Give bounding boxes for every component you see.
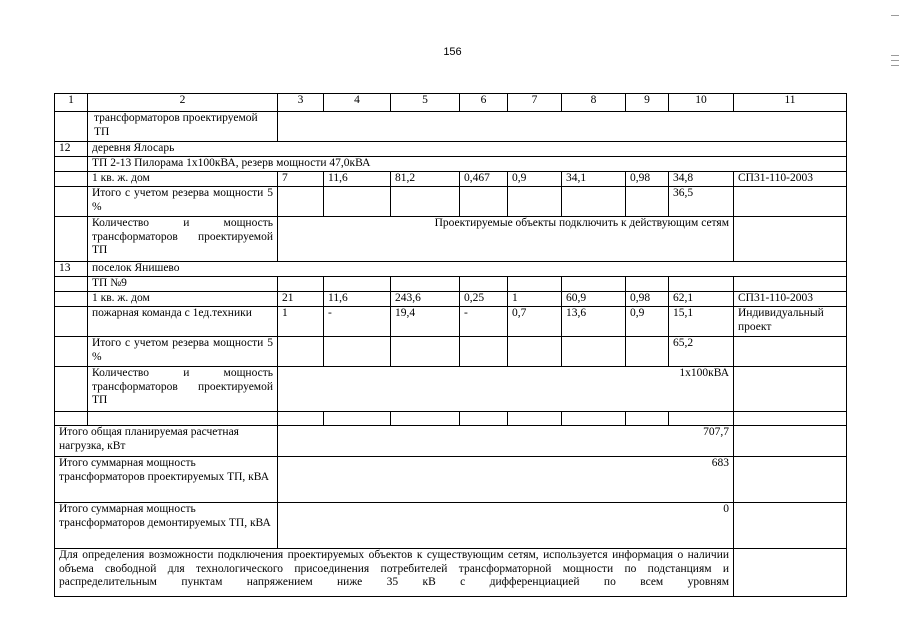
edge-mark — [891, 60, 899, 61]
header-cell: 5 — [391, 94, 460, 112]
section-number: 12 — [55, 142, 88, 157]
table-cell: 0,98 — [626, 172, 669, 187]
substation-title: ТП №9 — [88, 277, 278, 292]
header-cell: 8 — [562, 94, 626, 112]
header-cell: 6 — [460, 94, 508, 112]
table-cell — [460, 337, 508, 367]
table-cell: 11,6 — [324, 172, 391, 187]
table-cell — [626, 277, 669, 292]
table-cell — [278, 412, 324, 426]
header-cell: 4 — [324, 94, 391, 112]
table-row — [55, 307, 847, 337]
section-row — [55, 142, 847, 157]
summary-value: 683 — [278, 457, 734, 503]
edge-mark — [891, 55, 899, 56]
summary-value: 0 — [278, 503, 734, 549]
table-cell — [278, 337, 324, 367]
edge-mark — [891, 15, 899, 16]
table-cell — [734, 426, 847, 457]
table-cell — [734, 457, 847, 503]
row-label: Количество и мощность трансформаторов проектируемой ТП — [88, 217, 278, 262]
table-cell — [55, 337, 88, 367]
table-cell — [55, 157, 88, 172]
table-cell — [278, 187, 324, 217]
table-cell: 0,9 — [508, 172, 562, 187]
page-number: 156 — [443, 46, 462, 58]
table-cell — [55, 217, 88, 262]
table-cell: 34,1 — [562, 172, 626, 187]
table-cell — [508, 277, 562, 292]
header-cell: 10 — [669, 94, 734, 112]
table-cell — [508, 187, 562, 217]
table-cell: 81,2 — [391, 172, 460, 187]
table-cell: 1 — [508, 292, 562, 307]
header-cell: 1 — [55, 94, 88, 112]
table-cell — [460, 412, 508, 426]
table-cell — [734, 367, 847, 412]
table-cell — [55, 277, 88, 292]
table-cell: 7 — [278, 172, 324, 187]
substation-row — [55, 157, 847, 172]
table-row — [55, 337, 847, 367]
table-cell: Индивидуальный проект — [734, 307, 847, 337]
table-cell — [669, 412, 734, 426]
table-cell — [734, 412, 847, 426]
table-cell — [324, 337, 391, 367]
footnote-text: Для определения возможности подключения проектируемых объектов к существующим сетям, используется информация о наличии объема свободной для технологического присоединения потребителей трансформаторной мощности по подстанциям и распределительным пунктам напряжением ниже 35 кВ с дифференциацией по всем уровням — [55, 549, 734, 597]
row-label: 1 кв. ж. дом — [88, 292, 278, 307]
substation-title: ТП 2-13 Пилорама 1х100кВА, резерв мощности 47,0кВА — [88, 157, 847, 172]
table-cell: СП31-110-2003 — [734, 292, 847, 307]
table-cell — [55, 187, 88, 217]
table-cell: СП31-110-2003 — [734, 172, 847, 187]
table-cell — [391, 412, 460, 426]
header-row — [55, 94, 847, 112]
row-label: Итого с учетом резерва мощности 5 % — [88, 187, 278, 217]
summary-label: Итого суммарная мощность трансформаторов проектируемых ТП, кВА — [55, 457, 278, 503]
header-cell: 3 — [278, 94, 324, 112]
table-cell: 0,25 — [460, 292, 508, 307]
table-row — [55, 367, 847, 412]
table-cell — [562, 412, 626, 426]
header-cell: 11 — [734, 94, 847, 112]
table-row — [55, 217, 847, 262]
table-row — [55, 172, 847, 187]
table-cell: 36,5 — [669, 187, 734, 217]
table-row — [55, 292, 847, 307]
table-cell: 0,9 — [626, 307, 669, 337]
table-cell — [734, 217, 847, 262]
table-cell: 0,7 — [508, 307, 562, 337]
table-cell: 34,8 — [669, 172, 734, 187]
table-cell — [88, 412, 278, 426]
table-cell — [734, 277, 847, 292]
table-cell — [55, 292, 88, 307]
table-cell — [562, 337, 626, 367]
table-cell — [626, 337, 669, 367]
row-label: пожарная команда с 1ед.техники — [88, 307, 278, 337]
table-cell: - — [460, 307, 508, 337]
table-cell — [734, 503, 847, 549]
table-cell — [734, 187, 847, 217]
substation-row — [55, 277, 847, 292]
section-number: 13 — [55, 262, 88, 277]
table-cell — [508, 337, 562, 367]
table-cell: 19,4 — [391, 307, 460, 337]
table-row — [55, 412, 847, 426]
summary-label: Итого общая планируемая расчетная нагрузка, кВт — [55, 426, 278, 457]
row-label: Итого с учетом резерва мощности 5 % — [88, 337, 278, 367]
summary-label: Итого суммарная мощность трансформаторов демонтируемых ТП, кВА — [55, 503, 278, 549]
summary-row — [55, 426, 847, 457]
table-cell — [562, 277, 626, 292]
table-cell — [55, 412, 88, 426]
row-label: трансформаторов проектируемой ТП — [88, 112, 278, 142]
summary-value: 707,7 — [278, 426, 734, 457]
table-cell — [626, 412, 669, 426]
table-cell: 65,2 — [669, 337, 734, 367]
footnote-row — [55, 549, 847, 597]
table-cell — [626, 187, 669, 217]
table-cell — [55, 112, 88, 142]
summary-row — [55, 503, 847, 549]
table-cell — [278, 277, 324, 292]
table-cell: 0,467 — [460, 172, 508, 187]
table-cell — [55, 307, 88, 337]
table-cell: 15,1 — [669, 307, 734, 337]
table-cell — [460, 277, 508, 292]
table-row — [55, 187, 847, 217]
table-cell: - — [324, 307, 391, 337]
table-cell: 62,1 — [669, 292, 734, 307]
table-cell: 1 — [278, 307, 324, 337]
table-cell — [562, 187, 626, 217]
table-cell — [324, 277, 391, 292]
header-cell: 2 — [88, 94, 278, 112]
table-cell — [460, 187, 508, 217]
table-cell — [324, 412, 391, 426]
table-cell — [734, 549, 847, 597]
header-cell: 9 — [626, 94, 669, 112]
table-cell — [55, 172, 88, 187]
table-cell: 1х100кВА — [278, 367, 734, 412]
header-cell: 7 — [508, 94, 562, 112]
table-cell: 13,6 — [562, 307, 626, 337]
table-cell: 60,9 — [562, 292, 626, 307]
row-label: Количество и мощность трансформаторов проектируемой ТП — [88, 367, 278, 412]
edge-mark — [891, 65, 899, 66]
table-row — [55, 112, 847, 142]
table-cell — [278, 112, 847, 142]
table-cell: 21 — [278, 292, 324, 307]
note-cell: Проектируемые объекты подключить к действующим сетям — [278, 217, 734, 262]
table-cell — [391, 187, 460, 217]
summary-row — [55, 457, 847, 503]
section-title: деревня Ялосарь — [88, 142, 847, 157]
table-cell — [734, 337, 847, 367]
table-cell: 11,6 — [324, 292, 391, 307]
table-cell — [391, 277, 460, 292]
load-table — [54, 93, 847, 597]
table-cell — [391, 337, 460, 367]
table-cell: 0,98 — [626, 292, 669, 307]
table-cell — [508, 412, 562, 426]
table-cell: 243,6 — [391, 292, 460, 307]
table-cell — [55, 367, 88, 412]
table-cell — [324, 187, 391, 217]
table-cell — [669, 277, 734, 292]
row-label: 1 кв. ж. дом — [88, 172, 278, 187]
section-row — [55, 262, 847, 277]
section-title: поселок Янишево — [88, 262, 847, 277]
